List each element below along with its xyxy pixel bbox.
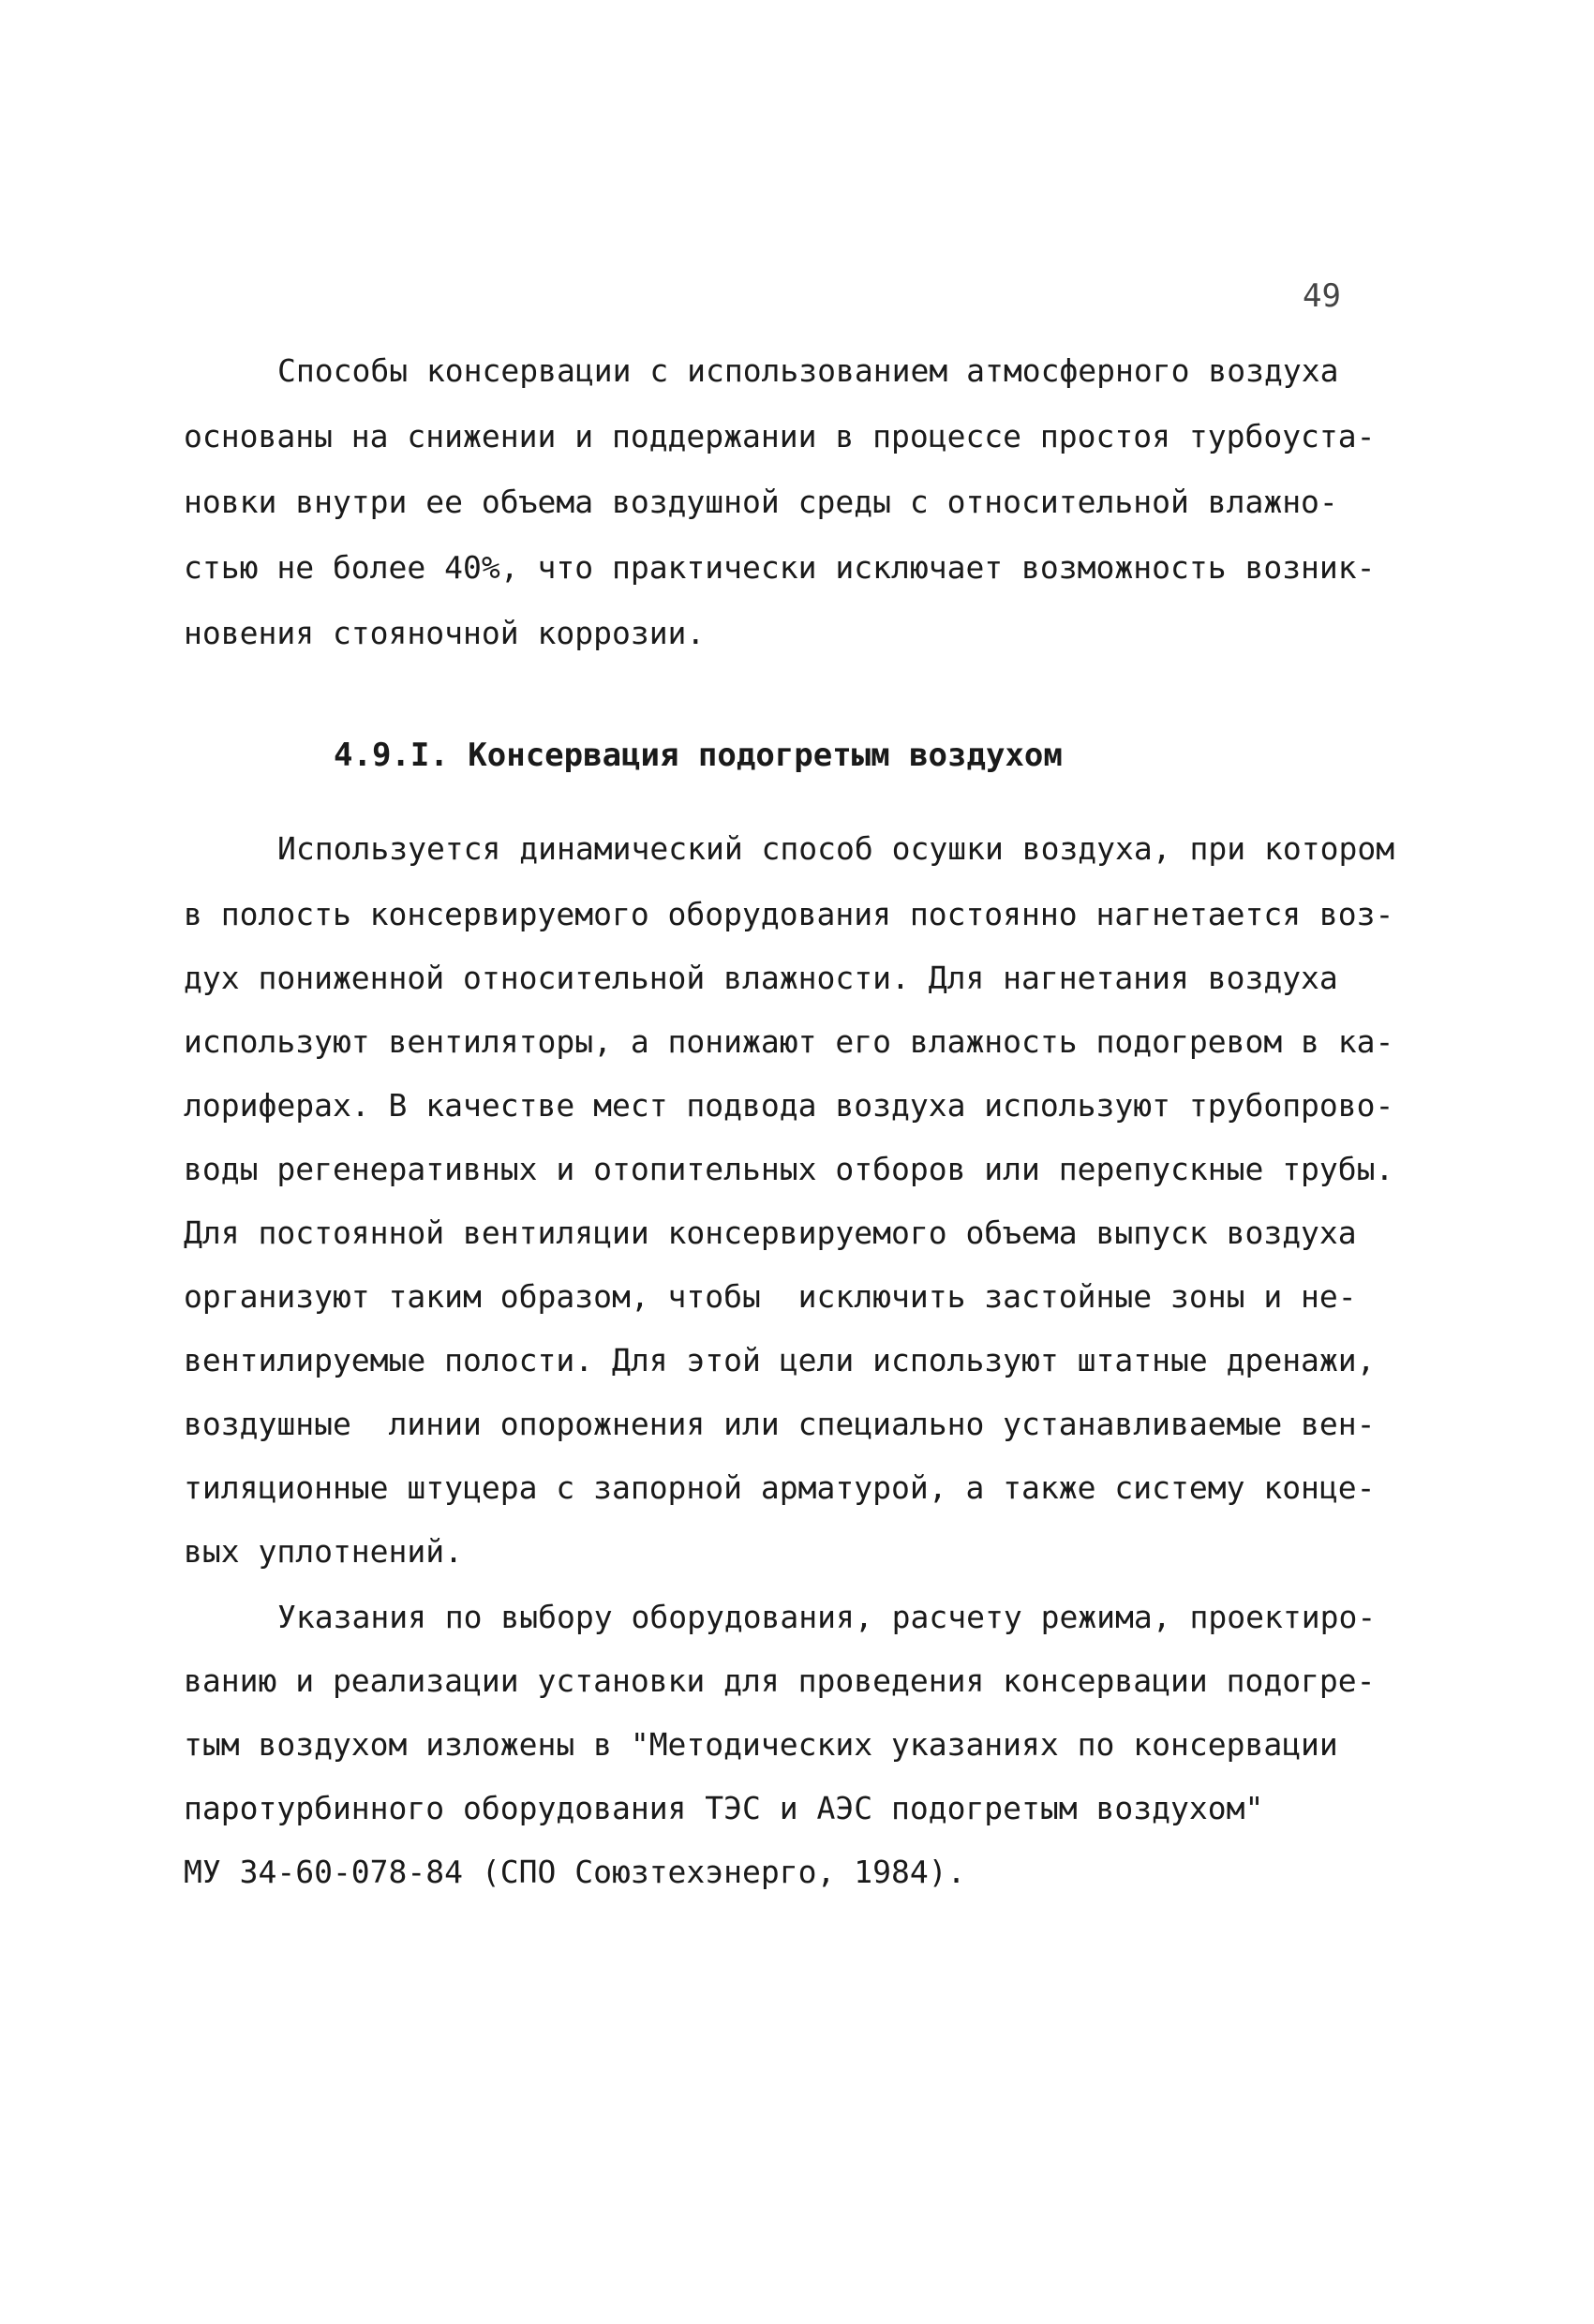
paragraph-2-line-10: воздушные линии опорожнения или специально устанавливаемые вен- (184, 1406, 1376, 1442)
paragraph-2-line-12: вых уплотнений. (184, 1533, 464, 1570)
paragraph-2-line-3: дух пониженной относительной влажности. Для нагнетания воздуха (184, 960, 1338, 996)
paragraph-3-line-4: паротурбинного оборудования ТЭС и АЭС подогретым воздухом" (184, 1790, 1264, 1826)
paragraph-1-line-5: новения стояночной коррозии. (184, 615, 706, 651)
paragraph-2-line-11: тиляционные штуцера с запорной арматурой, а также систему конце- (184, 1469, 1376, 1506)
paragraph-2-line-6: воды регенеративных и отопительных отборов или перепускные трубы. (184, 1151, 1394, 1187)
paragraph-3-line-3: тым воздухом изложены в "Методических указаниях по консервации (184, 1726, 1338, 1763)
paragraph-3-line-5: МУ 34-60-078-84 (СПО Союзтехэнерго, 1984). (184, 1854, 966, 1890)
paragraph-3-line-2: ванию и реализации установки для проведения консервации подогре- (184, 1662, 1376, 1699)
section-heading: 4.9.I. Консервация подогретым воздухом (334, 737, 1063, 774)
paragraph-1-line-3: новки внутри ее объема воздушной среды с относительной влажно- (184, 484, 1338, 520)
paragraph-1-line-2: основаны на снижении и поддержании в процессе простоя турбоуста- (184, 418, 1376, 454)
paragraph-2-line-8: организуют таким образом, чтобы исключить застойные зоны и не- (184, 1278, 1357, 1315)
paragraph-2-line-2: в полость консервируемого оборудования постоянно нагнетается воз- (184, 896, 1394, 932)
paragraph-1-line-1: Способы консервации с использованием атмосферного воздуха (277, 352, 1339, 389)
paragraph-1-line-4: стью не более 40%, что практически исключает возможность возник- (184, 549, 1376, 586)
paragraph-2-line-7: Для постоянной вентиляции консервируемого объема выпуск воздуха (184, 1214, 1357, 1251)
paragraph-2-line-4: используют вентиляторы, а понижают его влажность подогревом в ка- (184, 1023, 1394, 1060)
paragraph-2-line-1: Используется динамический способ осушки воздуха, при котором (277, 830, 1395, 867)
paragraph-2-line-5: лориферах. В качестве мест подвода воздуха используют трубопрово- (184, 1087, 1394, 1124)
paragraph-2-line-9: вентилируемые полости. Для этой цели используют штатные дренажи, (184, 1342, 1376, 1378)
paragraph-3-line-1: Указания по выбору оборудования, расчету режима, проектиро- (277, 1599, 1377, 1635)
page-number: 49 (1303, 277, 1341, 315)
